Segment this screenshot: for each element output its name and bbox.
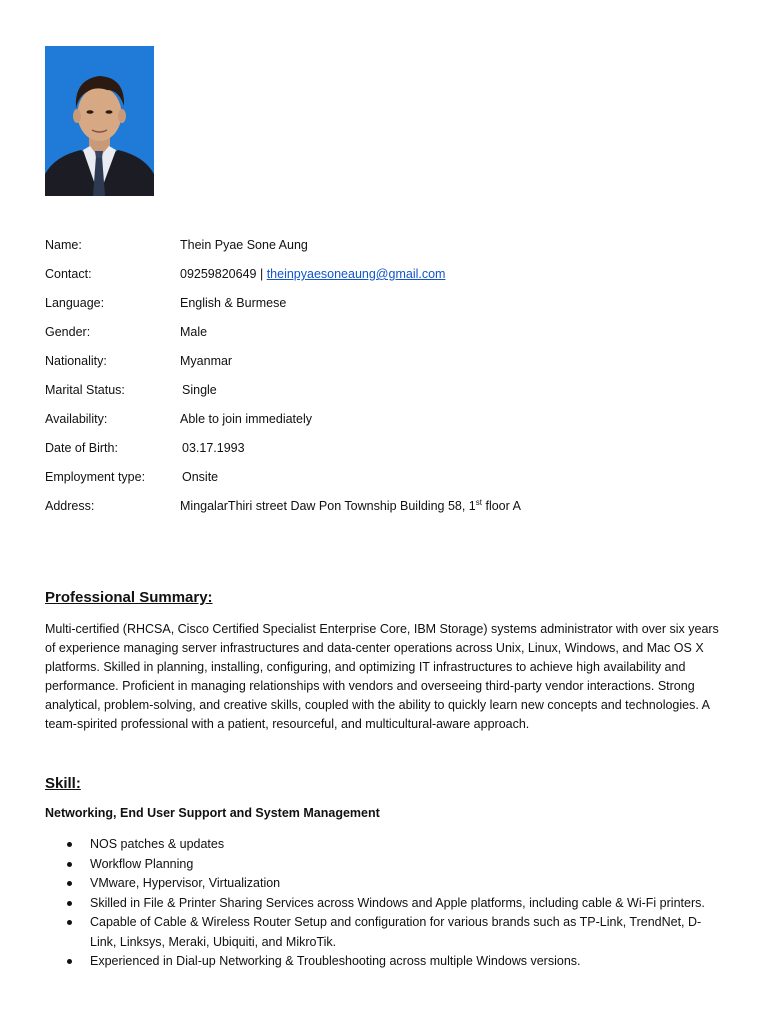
availability-value: Able to join immediately — [180, 412, 313, 426]
dob-label: Date of Birth: — [45, 441, 118, 455]
marital-row — [45, 381, 735, 410]
address-row — [45, 497, 735, 526]
phone-number: 09259820649 — [180, 267, 257, 281]
address-ordinal: st — [475, 497, 482, 507]
skills-list — [45, 835, 715, 972]
list-item: Skilled in File & Printer Sharing Services across Windows and Apple platforms, including cable & Wi-Fi printers. — [45, 894, 715, 914]
address-main: MingalarThiri street Daw Pon Township Building 58, 1 — [180, 499, 476, 513]
language-label: Language: — [45, 296, 105, 310]
nationality-row — [45, 352, 735, 381]
availability-row — [45, 410, 735, 439]
list-item: Experienced in Dial-up Networking & Troubleshooting across multiple Windows versions. — [45, 952, 715, 972]
address-end: floor A — [482, 499, 521, 513]
employment-value: Onsite — [182, 470, 219, 484]
contact-row — [45, 265, 735, 294]
name-label: Name: — [45, 238, 82, 252]
dob-value: 03.17.1993 — [182, 441, 245, 455]
marital-value: Single — [182, 383, 217, 397]
language-value: English & Burmese — [180, 296, 287, 310]
nationality-label: Nationality: — [45, 354, 107, 368]
marital-label: Marital Status: — [45, 383, 125, 397]
list-item: Capable of Cable & Wireless Router Setup and configuration for various brands such as TP-Link, TrendNet, D-Link, Linksys, Meraki, Ubiquiti, and MikroTik. — [45, 913, 715, 952]
availability-label: Availability: — [45, 412, 108, 426]
profile-photo — [45, 46, 154, 196]
list-item: Workflow Planning — [45, 855, 715, 875]
profile-photo-image — [45, 46, 154, 196]
name-value: Thein Pyae Sone Aung — [180, 238, 308, 252]
contact-separator: | — [256, 267, 267, 281]
gender-row — [45, 323, 735, 352]
list-item: VMware, Hypervisor, Virtualization — [45, 874, 715, 894]
address-value — [180, 497, 521, 515]
email-link[interactable]: theinpyaesoneaung@gmail.com — [266, 267, 446, 281]
nationality-value: Myanmar — [180, 354, 233, 368]
gender-label: Gender: — [45, 325, 91, 339]
employment-label: Employment type: — [45, 470, 146, 484]
contact-value — [180, 265, 445, 283]
list-item: NOS patches & updates — [45, 835, 715, 855]
dob-row — [45, 439, 735, 468]
skills-subtitle: Networking, End User Support and System Management — [45, 806, 380, 820]
employment-row — [45, 468, 735, 497]
skills-title: Skill: — [45, 775, 81, 792]
address-label: Address: — [45, 499, 95, 513]
contact-label: Contact: — [45, 267, 92, 281]
summary-text: Multi-certified (RHCSA, Cisco Certified Specialist Enterprise Core, IBM Storage) systems administrator with over six years of experience managing server infrastructures and data-center operations across Unix, Linux, Windows, and Mac OS X platforms. Skilled in planning, installing, configuring, and optimizing IT infrastructures to achieve high availability and performance. Proficient in managing relationships with vendors and overseeing third-party vendor interactions. Strong analytical, problem-solving, and creative skills, coupled with the ability to quickly learn new concepts and technologies. A team-spirited professional with a patient, resourceful, and multicultural-aware approach. — [45, 622, 719, 731]
language-row — [45, 294, 735, 323]
name-row — [45, 236, 735, 265]
personal-info — [45, 236, 735, 526]
summary-title: Professional Summary: — [45, 589, 213, 606]
gender-value: Male — [180, 325, 208, 339]
